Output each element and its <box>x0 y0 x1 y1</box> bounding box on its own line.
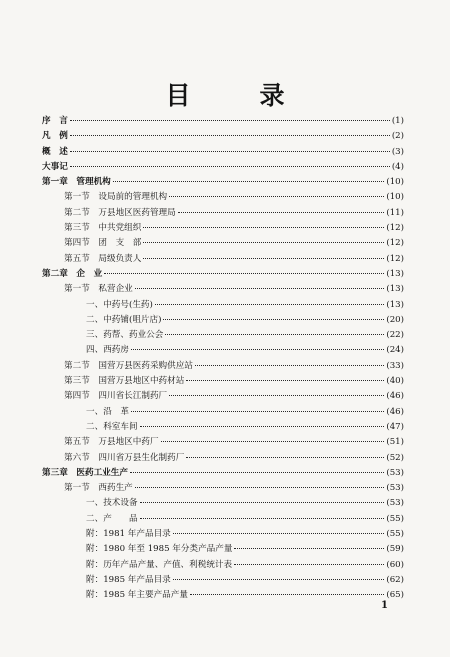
toc-entry-label: 二、科室车间 <box>86 421 138 432</box>
page-title: 目 录 <box>165 81 307 110</box>
dot-leader <box>165 334 384 335</box>
dot-leader <box>143 227 384 228</box>
toc-entry <box>42 282 404 297</box>
dot-leader <box>70 166 390 167</box>
toc-entry-page: (12) <box>386 223 404 234</box>
toc-entry-page: (20) <box>386 314 404 325</box>
toc-entry-page: (55) <box>386 513 404 524</box>
toc-entry <box>42 343 404 358</box>
toc-entry-page: (12) <box>386 253 404 264</box>
toc-entry <box>42 267 404 282</box>
toc-entry <box>42 451 404 466</box>
toc-entry <box>42 374 404 389</box>
toc-entry-label: 第四节 四川省长江制药厂 <box>64 391 168 402</box>
toc-entry <box>42 236 404 251</box>
toc-entry-label: 附：1985 年主要产品产量 <box>86 590 188 601</box>
toc-entry <box>42 496 404 511</box>
toc-entry <box>42 359 404 374</box>
toc-entry <box>42 405 404 420</box>
toc-entry-page: (53) <box>386 483 404 494</box>
toc-entry-page: (13) <box>386 284 404 295</box>
toc-entry-label: 二、产 品 <box>86 513 138 524</box>
toc-entry-page: (55) <box>386 529 404 540</box>
toc-entry <box>42 114 404 129</box>
toc-entry <box>42 389 404 404</box>
toc-entry-page: (11) <box>386 207 404 218</box>
toc-entry <box>42 435 404 450</box>
dot-leader <box>173 533 385 534</box>
dot-leader <box>143 258 384 259</box>
toc-entry <box>42 588 404 603</box>
dot-leader <box>234 548 384 549</box>
dot-leader <box>173 579 385 580</box>
dot-leader <box>186 457 384 458</box>
toc-entry-label: 三、药帮、药业公会 <box>86 330 164 341</box>
toc-entry-page: (65) <box>386 590 404 601</box>
toc-entry <box>42 206 404 221</box>
dot-leader <box>135 288 385 289</box>
toc-entry-page: (33) <box>386 360 404 371</box>
dot-leader <box>70 135 390 136</box>
toc-entry-label: 第一节 设局前的管理机构 <box>64 192 168 203</box>
toc-entry-page: (46) <box>386 391 404 402</box>
toc-entry-label: 大事记 <box>42 161 68 172</box>
toc-entry-label: 第五节 局级负责人 <box>64 253 142 264</box>
dot-leader <box>140 502 385 503</box>
toc-entry-label: 附：1980 年至 1985 年分类产品产量 <box>86 544 233 555</box>
table-of-contents <box>42 114 404 604</box>
toc-entry-label: 第一节 私营企业 <box>64 284 133 295</box>
toc-entry-label: 一、技术设备 <box>86 498 138 509</box>
toc-entry-page: (13) <box>386 268 404 279</box>
dot-leader <box>186 380 384 381</box>
toc-entry <box>42 328 404 343</box>
toc-entry <box>42 175 404 190</box>
dot-leader <box>161 441 385 442</box>
toc-entry-label: 第二节 万县地区医药管理局 <box>64 207 176 218</box>
toc-entry <box>42 145 404 160</box>
toc-entry-page: (53) <box>386 467 404 478</box>
toc-entry-label: 第二章 企 业 <box>42 268 103 279</box>
toc-entry-label: 第六节 四川省万县生化制药厂 <box>64 452 185 463</box>
toc-entry-label: 二、中药铺(咀片店) <box>86 314 162 325</box>
dot-leader <box>234 564 384 565</box>
dot-leader <box>70 151 390 152</box>
toc-entry-label: 附：历年产品产量、产值、利税统计表 <box>86 559 233 570</box>
toc-entry <box>42 466 404 481</box>
dot-leader <box>155 304 384 305</box>
dot-leader <box>143 242 384 243</box>
toc-entry <box>42 558 404 573</box>
toc-entry-page: (59) <box>386 544 404 555</box>
toc-entry-page: (13) <box>386 299 404 310</box>
dot-leader <box>70 120 390 121</box>
dot-leader <box>131 349 384 350</box>
toc-entry-page: (1) <box>391 116 404 126</box>
dot-leader <box>140 518 385 519</box>
toc-entry-page: (46) <box>386 406 404 417</box>
toc-entry-page: (51) <box>386 437 404 448</box>
toc-entry-page: (40) <box>386 376 404 387</box>
dot-leader <box>130 472 384 473</box>
toc-entry <box>42 190 404 205</box>
toc-entry-label: 概 述 <box>42 146 68 157</box>
toc-entry <box>42 313 404 328</box>
dot-leader <box>169 395 384 396</box>
toc-entry-label: 附：1981 年产品目录 <box>86 529 171 540</box>
toc-entry-label: 第三节 中共党组织 <box>64 223 142 234</box>
toc-entry <box>42 298 404 313</box>
toc-entry-label: 一、沿 革 <box>86 406 129 417</box>
page-number: 1 <box>381 600 388 611</box>
toc-entry-label: 附：1985 年产品目录 <box>86 574 171 585</box>
toc-entry <box>42 512 404 527</box>
toc-entry-label: 第一节 西药生产 <box>64 483 133 494</box>
toc-entry-page: (62) <box>386 574 404 585</box>
dot-leader <box>163 319 384 320</box>
toc-entry-label: 第三节 国营万县地区中药材站 <box>64 376 185 387</box>
toc-entry <box>42 573 404 588</box>
toc-entry-label: 第四节 团 支 部 <box>64 238 142 249</box>
toc-entry <box>42 129 404 144</box>
dot-leader <box>113 181 385 182</box>
toc-entry-label: 序 言 <box>42 116 68 126</box>
toc-entry <box>42 420 404 435</box>
toc-entry <box>42 542 404 557</box>
toc-entry-page: (47) <box>386 421 404 432</box>
dot-leader <box>190 594 384 595</box>
toc-entry-page: (10) <box>386 177 404 188</box>
toc-entry-page: (10) <box>386 192 404 203</box>
toc-entry-label: 第一章 管理机构 <box>42 177 111 188</box>
toc-entry-label: 第五节 万县地区中药厂 <box>64 437 159 448</box>
toc-entry-page: (2) <box>391 131 404 142</box>
toc-entry-label: 凡 例 <box>42 131 68 142</box>
toc-entry-label: 第二节 国营万县医药采购供应站 <box>64 360 193 371</box>
dot-leader <box>195 365 384 366</box>
toc-entry-label: 第三章 医药工业生产 <box>42 467 128 478</box>
toc-entry-page: (24) <box>386 345 404 356</box>
dot-leader <box>169 196 384 197</box>
dot-leader <box>140 426 385 427</box>
toc-entry-page: (53) <box>386 498 404 509</box>
toc-entry <box>42 252 404 267</box>
toc-entry-page: (3) <box>391 146 404 157</box>
toc-entry-page: (12) <box>386 238 404 249</box>
toc-entry-label: 四、西药房 <box>86 345 129 356</box>
dot-leader <box>131 411 384 412</box>
dot-leader <box>178 212 385 213</box>
toc-entry <box>42 527 404 542</box>
toc-entry-label: 一、中药号(生药) <box>86 299 153 310</box>
toc-entry <box>42 481 404 496</box>
dot-leader <box>104 273 384 274</box>
toc-entry-page: (4) <box>391 161 404 172</box>
toc-entry-page: (22) <box>386 330 404 341</box>
toc-entry <box>42 221 404 236</box>
toc-entry <box>42 160 404 175</box>
toc-entry-page: (52) <box>386 452 404 463</box>
toc-entry-page: (60) <box>386 559 404 570</box>
dot-leader <box>135 487 385 488</box>
